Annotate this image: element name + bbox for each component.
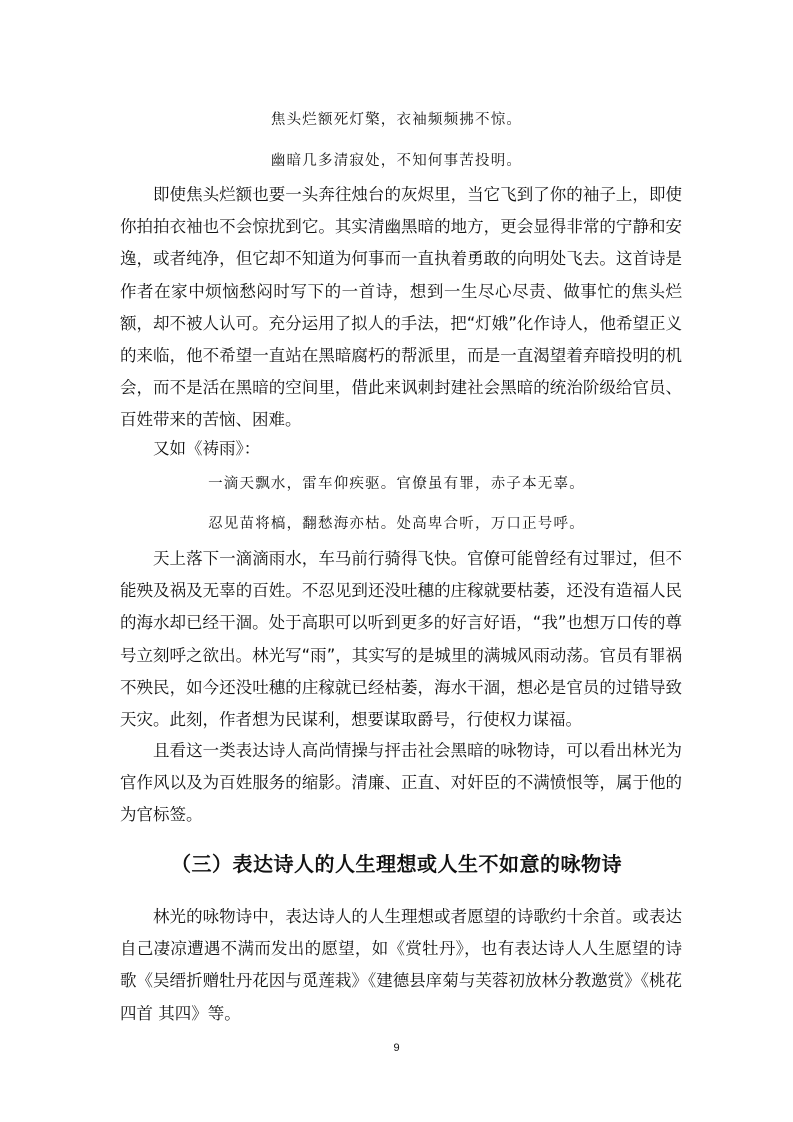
page-number: 9 [393,1042,400,1054]
poem-line: 焦头烂额死灯檠，衣袖频频拂不惊。 [270,112,523,128]
body-paragraph: 林光的咏物诗中，表达诗人的人生理想或者愿望的诗歌约十余首。或表达自己凄凉遭遇不满而发出的愿望，如《赏牡丹》，也有表达诗人人生愿望的诗歌《吴缙折赠牡丹花因与觅莲栽》《建德县庠菊与芙蓉初放林分教邀赏》《桃花四首 其四》等。 [120,907,682,1023]
body-paragraph: 且看这一类表达诗人高尚情操与抨击社会黑暗的咏物诗，可以看出林光为官作风以及为百姓服务的缩影。清廉、正直、对奸臣的不满愤恨等，属于他的为官标签。 [120,741,682,825]
poem-line: 一滴天飘水，雷车仰疾驱。官僚虽有罪，赤子本无辜。 [208,476,585,492]
poem-line: 忍见苗将槁，翻愁海亦枯。处高卑合听，万口正号呼。 [208,516,585,532]
body-paragraph: 天上落下一滴滴雨水，车马前行骑得飞快。官僚可能曾经有过罪过，但不能殃及祸及无辜的百姓。不忍见到还没吐穗的庄稼就要枯萎，还没有造福人民的海水却已经干涸。处于高职可以听到更多的好言好语，“我”也想万口传的尊号立刻呼之欲出。林光写“雨”，其实写的是城里的满城风雨动荡。官员有罪祸不殃民，如今还没吐穗的庄稼就已经枯萎，海水干涸，想必是官员的过错导致天灾。此刻，作者想为民谋利，想要谋取爵号，行使权力谋福。 [120,549,682,730]
section-heading: （三）表达诗人的人生理想或人生不如意的咏物诗 [171,852,622,876]
poem-line: 幽暗几多清寂处，不知何事苦投明。 [270,153,523,169]
poem-intro: 又如《祷雨》： [153,439,261,458]
body-paragraph: 即使焦头烂额也要一头奔往烛台的灰烬里，当它飞到了你的袖子上，即使你拍拍衣袖也不会惊扰到它。其实清幽黑暗的地方，更会显得非常的宁静和安逸，或者纯净，但它却不知道为何事而一直执着勇敢的向明处飞去。这首诗是作者在家中烦恼愁闷时写下的一首诗，想到一生尽心尽责、做事忙的焦头烂额，却不被人认可。充分运用了拟人的手法，把“灯娥”化作诗人，他希望正义的来临，他不希望一直站在黑暗腐朽的帮派里，而是一直渴望着弃暗投明的机会，而不是活在黑暗的空间里，借此来讽刺封建社会黑暗的统治阶级给官员、百姓带来的苦恼、困难。 [120,185,682,430]
